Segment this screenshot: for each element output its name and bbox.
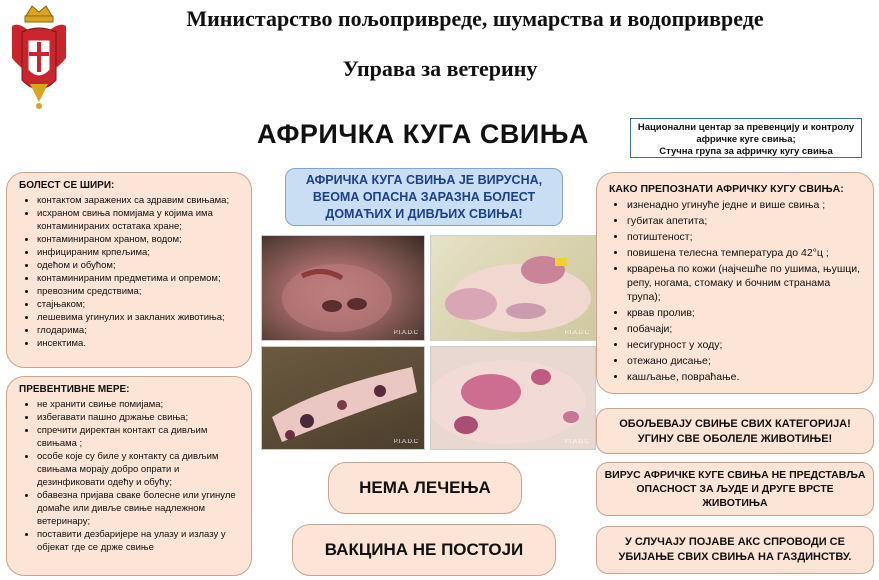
pig-snout-photo xyxy=(261,235,425,341)
no-human-danger-line-3: ЖИВОТИЊА xyxy=(702,497,768,509)
list-item: • не хранити свиње помијама; xyxy=(37,398,243,411)
culling-line-2: УБИЈАЊЕ СВИХ СВИЊА НА ГАЗДИНСТВУ. xyxy=(618,551,852,563)
virus-statement-box xyxy=(285,168,563,226)
all-categories-line-1: ОБОЉЕВАЈУ СВИЊЕ СВИХ КАТЕГОРИЈА! xyxy=(619,417,851,430)
list-item: • контактом заражених са здравим свињама; xyxy=(37,194,243,207)
list-item: • крвав пролив; xyxy=(627,306,863,320)
no-human-danger-line-2: ОПАСНОСТ ЗА ЉУДЕ И ДРУГЕ ВРСТЕ xyxy=(636,483,834,495)
no-human-danger-callout xyxy=(596,462,874,516)
list-item: • лешевима угинулих и закланих животиња; xyxy=(37,311,243,324)
list-item: • губитак апетита; xyxy=(627,214,863,228)
list-item: • исхраном свиња помијама у којима има контаминираних остатака хране; xyxy=(37,207,243,233)
no-treatment-callout xyxy=(328,462,522,514)
list-item: • одећом и обућом; xyxy=(37,259,243,272)
prevention-heading: ПРЕВЕНТИВНЕ МЕРЕ: xyxy=(19,384,130,395)
list-item: • обавезна пријава сваке болесне или угинуле домаће или дивље свиње надлежном ветеринару; xyxy=(37,489,243,528)
virus-statement-line-3: ДОМАЋИХ И ДИВЉИХ СВИЊА! xyxy=(325,207,523,221)
no-vaccine-text: ВАКЦИНА НЕ ПОСТОЈИ xyxy=(324,540,524,559)
no-human-danger-line-1: ВИРУС АФРИЧКЕ КУГЕ СВИЊА НЕ ПРЕДСТАВЉА xyxy=(604,469,866,481)
list-item: • превозним средствима; xyxy=(37,285,243,298)
no-treatment-text: НЕМА ЛЕЧЕЊА xyxy=(359,478,491,497)
list-item: • изненадно угинуће једне и више свиња ; xyxy=(627,198,863,212)
page-title: АФРИЧКА КУГА СВИЊА xyxy=(257,119,589,149)
list-item: • повишена телесна температура до 42°ц ; xyxy=(627,246,863,260)
ministry-title: Министарство пољопривреде, шумарства и водопривреде xyxy=(186,6,764,31)
photo-credit: P.I.A.D.C xyxy=(393,330,418,336)
list-item: • отежано дисање; xyxy=(627,354,863,368)
photo-credit: P.I.A.D.C xyxy=(564,330,589,336)
virus-statement-line-1: АФРИЧКА КУГА СВИЊА ЈЕ ВИРУСНА, xyxy=(305,173,543,187)
list-item: • инфицираним крпељима; xyxy=(37,246,243,259)
list-item: • избегавати пашно држање свиња; xyxy=(37,411,243,424)
list-item: • контаминираним предметима и опремом; xyxy=(37,272,243,285)
national-center-line-1: Национални центар за превенцију и контролу xyxy=(637,122,855,133)
all-categories-callout xyxy=(596,408,874,454)
spread-box xyxy=(6,172,252,368)
national-center-line-2: афричке куге свиња; xyxy=(696,134,796,145)
list-item: • стајњаком; xyxy=(37,298,243,311)
recognize-heading: КАКО ПРЕПОЗНАТИ АФРИЧКУ КУГУ СВИЊА: xyxy=(609,183,844,195)
list-item: • побачаји; xyxy=(627,322,863,336)
list-item: • спречити директан контакт са дивљим свињама ; xyxy=(37,424,243,450)
national-center-line-3: Стучна група за афричку кугу свиња xyxy=(659,146,833,157)
list-item: • инсектима. xyxy=(37,337,243,350)
list-item: • особе које су биле у контакту са дивљим свињама морају добро опрати и дезинфиковати одећу и обућу; xyxy=(37,450,243,489)
list-item: • потиштеност; xyxy=(627,230,863,244)
virus-statement-line-2: ВЕОМА ОПАСНА ЗАРАЗНА БОЛЕСТ xyxy=(312,190,536,204)
list-item: • поставити дезбаријере на улазу и излазу у објекат где се држе свиње xyxy=(37,528,243,554)
no-vaccine-callout xyxy=(292,524,556,576)
list-item: • контаминираном храном, водом; xyxy=(37,233,243,246)
spread-heading: БОЛЕСТ СЕ ШИРИ: xyxy=(19,180,115,191)
all-categories-line-2: УГИНУ СВЕ ОБОЛЕЛЕ ЖИВОТИЊЕ! xyxy=(637,432,833,445)
pig-head-photo xyxy=(430,235,596,341)
prevention-list xyxy=(21,398,243,554)
recognize-list xyxy=(611,198,863,384)
prevention-box xyxy=(6,376,252,576)
list-item: • кашљање, повраћање. xyxy=(627,370,863,384)
pig-belly-photo xyxy=(430,346,596,450)
photo-credit: P.I.A.D.C xyxy=(393,439,418,445)
photo-credit: P.I.A.D.C xyxy=(564,439,589,445)
recognize-box xyxy=(596,172,874,394)
spread-list xyxy=(21,194,243,350)
coat-of-arms-logo xyxy=(8,2,70,110)
list-item: • несигурност у ходу; xyxy=(627,338,863,352)
culling-line-1: У СЛУЧАЈУ ПОЈАВЕ АКС СПРОВОДИ СЕ xyxy=(625,536,845,548)
department-title: Управа за ветерину xyxy=(342,56,538,81)
list-item: • крварења по кожи (најчешће по ушима, њушци, репу, ногама, стомаку и бочним странама трупа); xyxy=(627,262,863,304)
list-item: • глодарима; xyxy=(37,324,243,337)
national-center-box xyxy=(630,118,862,158)
pig-leg-photo xyxy=(261,346,425,450)
culling-callout xyxy=(596,526,874,574)
